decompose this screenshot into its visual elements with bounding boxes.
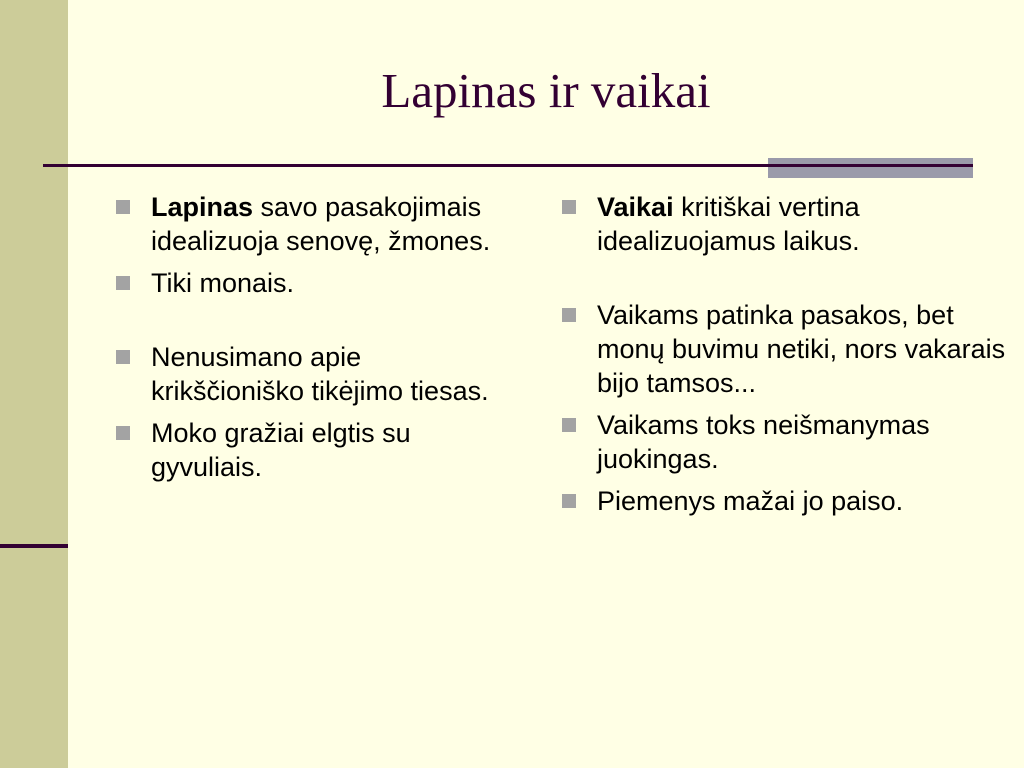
right-column (560, 190, 1010, 526)
list-item (560, 190, 1010, 258)
list-item-text: Vaikams toks neišmanymas juokingas. (597, 410, 930, 474)
square-bullet-icon (562, 494, 576, 508)
left-bullet-list (114, 190, 494, 484)
list-item-text: Piemenys mažai jo paiso. (597, 486, 904, 516)
square-bullet-icon (562, 200, 576, 214)
square-bullet-icon (116, 350, 130, 364)
list-item (114, 266, 494, 300)
list-item-bold: Vaikai (597, 192, 674, 222)
list-item-text: Moko gražiai elgtis su gyvuliais. (151, 418, 411, 482)
square-bullet-icon (116, 426, 130, 440)
list-item-text: Tiki monais. (151, 268, 295, 298)
side-band-accent-line (0, 544, 68, 548)
left-side-band (0, 0, 68, 768)
right-bullet-list (560, 190, 1010, 518)
title-rule-grey-bottom (768, 167, 973, 178)
list-item (114, 190, 494, 258)
list-item (114, 340, 494, 408)
list-item (114, 416, 494, 484)
list-item-text: savo pasakojimais idealizuoja senovę, žmones. (151, 192, 491, 256)
square-bullet-icon (116, 276, 130, 290)
list-item-text: Nenusimano apie krikščioniško tikėjimo tiesas. (151, 342, 489, 406)
list-item-text: Vaikams patinka pasakos, bet monų buvimu netiki, nors vakarais bijo tamsos... (597, 300, 1006, 398)
square-bullet-icon (116, 200, 130, 214)
list-item-bold: Lapinas (151, 192, 254, 222)
square-bullet-icon (562, 418, 576, 432)
list-item (560, 298, 1010, 400)
slide-title: Lapinas ir vaikai (381, 63, 711, 118)
square-bullet-icon (562, 308, 576, 322)
list-item (560, 408, 1010, 476)
left-column (114, 190, 494, 492)
list-item (560, 484, 1010, 518)
list-item-text: kritiškai vertina idealizuojamus laikus. (597, 192, 860, 256)
